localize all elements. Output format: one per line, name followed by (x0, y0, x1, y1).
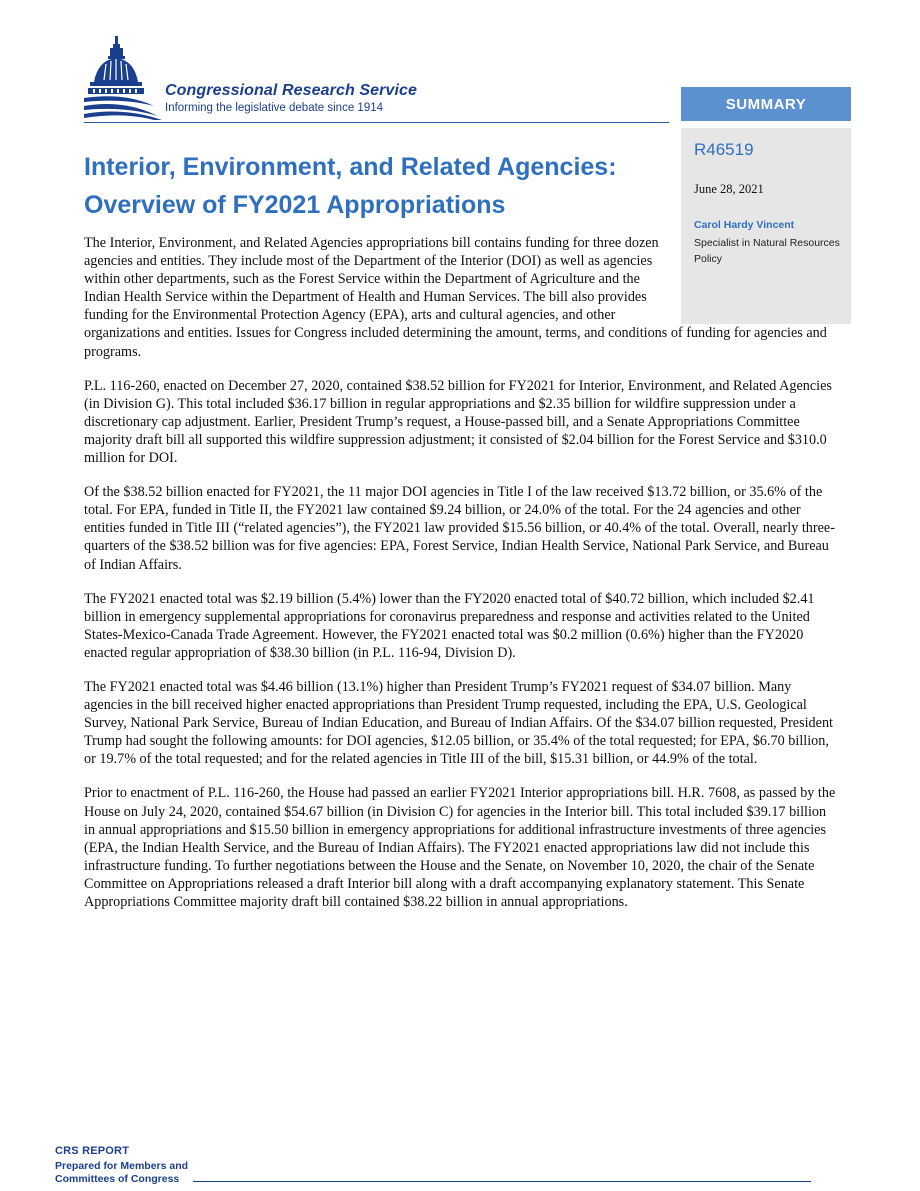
sidebar-spacer (664, 234, 840, 322)
paragraph: Of the $38.52 billion enacted for FY2021, the 11 major DOI agencies in Title I of the law received $13.72 billion, or 35.6% of the total. For EPA, funded in Title II, the FY2021 law contained $9.24 billion, or 24.0% of the total. For the 24 agencies and other entities funded in Title III (“related agencies”), the FY2021 law provided $15.56 billion, or 40.4% of the total. Overall, nearly three-quarters of the $38.52 billion was for five agencies: EPA, Forest Service, Indian Health Service, National Park Service, and Bureau of Indian Affairs. (84, 484, 835, 573)
paragraph: The FY2021 enacted total was $4.46 billion (13.1%) higher than President Trump’s FY2021 request of $34.07 billion. Many agencies in the bill received higher enacted appropriations than President Trump requested, including the EPA, U.S. Geological Survey, National Park Service, Bureau of Indian Education, and Bureau of Indian Affairs. Of the $34.07 billion requested, President Trump had sought the following amounts: for DOI agencies, $12.05 billion, or 35.4% of the total requested; for EPA, $6.70 billion, or 19.7% of the total requested; and for the related agencies in Title III of the bill, $15.31 billion, or 44.9% of the total. (84, 678, 833, 768)
title-line-2: Overview of FY2021 Appropriations (84, 191, 506, 219)
page-title (84, 148, 674, 224)
report-date: June 28, 2021 (694, 182, 764, 196)
paragraph: P.L. 116-260, enacted on December 27, 2020, contained $38.52 billion for FY2021 for Interior, Environment, and Related Agencies (in Division G). This total included $36.17 billion in regular appropriations and $2.35 billion for wildfire suppression under a discretionary cap adjustment. Earlier, President Trump’s request, a House-passed bill, and a Senate Appropriations Committee majority draft bill all supported this wildfire suppression adjustment; it consisted of $2.04 billion for the Forest Service and $310.0 million for DOI. (84, 377, 832, 467)
summary-tab: SUMMARY (681, 87, 851, 121)
footer-title: CRS REPORT (55, 1145, 130, 1157)
paragraph: The Interior, Environment, and Related Agencies appropriations bill contains funding for three dozen agencies and entities. They include most of the Department of the Interior (DOI) as well as agencies within other departments, such as the Forest Service within the Department of Agriculture and the Indian Health Service within the Department of Health and Human Services. The bill also provides funding for the Environmental Protection Agency (EPA), arts and cultural agencies, and other organizations and entities. Issues for Congress included determining the amount, terms, and conditions of funding for agencies and programs. (84, 235, 827, 360)
org-name: Congressional Research Service (165, 82, 418, 99)
footer-line-1: Prepared for Members and (55, 1160, 189, 1172)
org-tagline: Informing the legislative debate since 1914 (165, 102, 384, 114)
footer-line-2: Committees of Congress (55, 1173, 180, 1185)
report-number: R46519 (694, 140, 754, 159)
author-name: Carol Hardy Vincent (694, 219, 795, 231)
paragraph: Prior to enactment of P.L. 116-260, the House had passed an earlier FY2021 Interior appropriations bill. H.R. 7608, as passed by the House on July 24, 2020, contained $54.67 billion (in Division C) for agencies in the Interior bill. This total included $39.17 billion in annual appropriations and $15.50 billion in emergency appropriations for additional infrastructure investments of three agencies (EPA, the Indian Health Service, and the Bureau of Indian Affairs). The FY2021 enacted appropriations law did not include this infrastructure funding. To further negotiations between the House and the Senate, on November 10, 2020, the chair of the Senate Committee on Appropriations released a draft Interior bill along with a draft accompanying explanatory statement. This Senate Appropriations Committee majority draft bill contained $38.22 billion in annual appropriations. (84, 785, 836, 910)
footer-divider (193, 1181, 811, 1182)
header-divider (84, 122, 669, 123)
author-title: Specialist in Natural Resources Policy (694, 237, 840, 265)
title-line-1: Interior, Environment, and Related Agencies: (84, 153, 617, 181)
paragraph: The FY2021 enacted total was $2.19 billion (5.4%) lower than the FY2020 enacted total of $40.72 billion, which included $2.41 billion in emergency supplemental appropriations for coronavirus preparedness and response and activities related to the United States-Mexico-Canada Trade Agreement. However, the FY2021 enacted total was $0.2 million (0.6%) higher than the FY2020 enacted regular appropriation of $38.30 billion (in P.L. 116-94, Division D). (84, 590, 815, 661)
document-body (84, 234, 840, 927)
